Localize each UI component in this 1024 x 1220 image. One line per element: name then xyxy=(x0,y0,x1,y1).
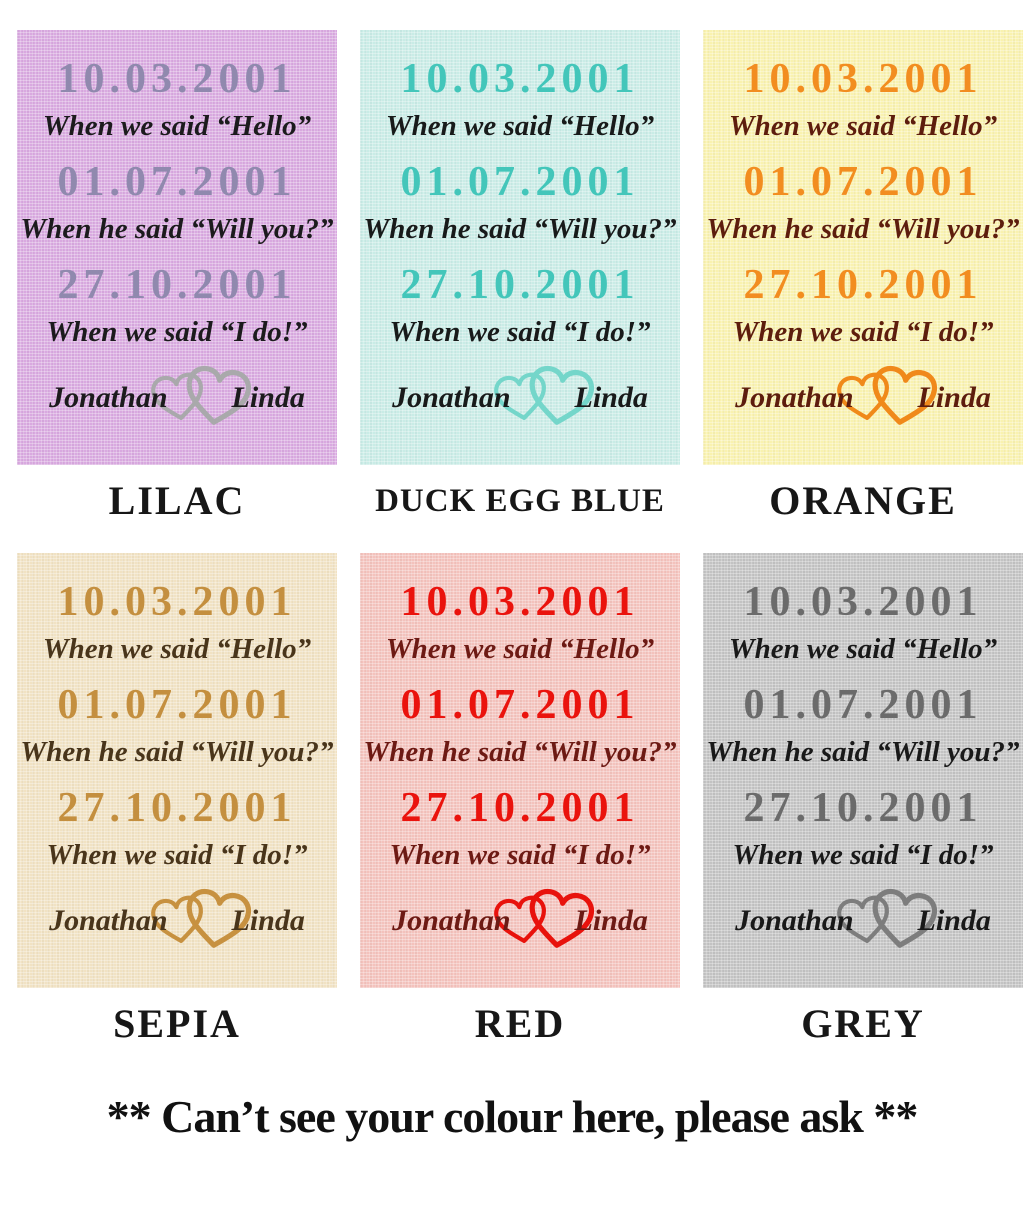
print-line xyxy=(17,680,337,774)
swatch-label: SEPIA xyxy=(113,1001,241,1046)
color-swatch-sepia xyxy=(17,553,337,1076)
print-preview xyxy=(17,553,337,988)
swatch-label: RED xyxy=(474,1001,566,1046)
print-line xyxy=(360,783,680,877)
color-swatch-duck-egg-blue xyxy=(360,30,680,553)
caption-text: When he said “Will you?” xyxy=(20,736,334,768)
bride-name: Linda xyxy=(231,381,305,414)
caption-text: When we said “Hello” xyxy=(385,633,655,665)
print-line xyxy=(17,260,337,354)
groom-name: Jonathan xyxy=(392,904,511,937)
print-preview xyxy=(360,30,680,465)
date-text: 10.03.2001 xyxy=(743,579,983,625)
caption-text: When we said “I do!” xyxy=(389,839,651,871)
caption-text: When we said “Hello” xyxy=(385,110,655,142)
print-preview xyxy=(360,553,680,988)
date-text: 27.10.2001 xyxy=(743,262,983,308)
swatch-label: ORANGE xyxy=(769,478,957,523)
date-text: 27.10.2001 xyxy=(743,785,983,831)
date-text: 27.10.2001 xyxy=(400,785,640,831)
caption-text: When he said “Will you?” xyxy=(363,213,677,245)
date-text: 10.03.2001 xyxy=(57,579,297,625)
print-line xyxy=(703,680,1023,774)
print-preview xyxy=(703,30,1023,465)
caption-text: When he said “Will you?” xyxy=(20,213,334,245)
bride-name: Linda xyxy=(231,904,305,937)
print-line xyxy=(360,260,680,354)
couple-names xyxy=(360,886,680,956)
print-line xyxy=(703,783,1023,877)
bride-name: Linda xyxy=(917,904,991,937)
caption-text: When he said “Will you?” xyxy=(706,213,1020,245)
color-swatch-orange xyxy=(703,30,1023,553)
date-text: 01.07.2001 xyxy=(57,159,297,205)
date-text: 01.07.2001 xyxy=(57,682,297,728)
print-line xyxy=(703,260,1023,354)
caption-text: When we said “Hello” xyxy=(42,110,312,142)
date-text: 10.03.2001 xyxy=(400,56,640,102)
print-line xyxy=(360,577,680,671)
print-line xyxy=(360,157,680,251)
bride-name: Linda xyxy=(917,381,991,414)
swatch-grid xyxy=(17,30,1023,1076)
caption-text: When we said “I do!” xyxy=(389,316,651,348)
caption-text: When we said “Hello” xyxy=(728,110,998,142)
couple-names xyxy=(360,363,680,433)
date-text: 27.10.2001 xyxy=(57,785,297,831)
caption-text: When we said “I do!” xyxy=(46,839,308,871)
footer-note: ** Can’t see your colour here, please ask ** xyxy=(106,1091,918,1142)
swatch-label: LILAC xyxy=(108,478,246,523)
print-line xyxy=(17,157,337,251)
caption-text: When we said “I do!” xyxy=(46,316,308,348)
groom-name: Jonathan xyxy=(49,904,168,937)
date-text: 10.03.2001 xyxy=(400,579,640,625)
print-line xyxy=(17,577,337,671)
date-text: 10.03.2001 xyxy=(743,56,983,102)
date-text: 01.07.2001 xyxy=(400,159,640,205)
swatch-label: DUCK EGG BLUE xyxy=(375,483,665,519)
groom-name: Jonathan xyxy=(735,381,854,414)
caption-text: When we said “I do!” xyxy=(732,839,994,871)
couple-names xyxy=(703,886,1023,956)
print-line xyxy=(703,577,1023,671)
bride-name: Linda xyxy=(574,904,648,937)
print-line xyxy=(703,157,1023,251)
caption-text: When he said “Will you?” xyxy=(363,736,677,768)
groom-name: Jonathan xyxy=(49,381,168,414)
couple-names xyxy=(17,886,337,956)
print-line xyxy=(17,54,337,148)
caption-text: When we said “Hello” xyxy=(42,633,312,665)
caption-text: When he said “Will you?” xyxy=(706,736,1020,768)
date-text: 01.07.2001 xyxy=(743,682,983,728)
color-swatch-lilac xyxy=(17,30,337,553)
date-text: 01.07.2001 xyxy=(400,682,640,728)
color-swatch-red xyxy=(360,553,680,1076)
print-preview xyxy=(703,553,1023,988)
date-text: 27.10.2001 xyxy=(57,262,297,308)
print-line xyxy=(17,783,337,877)
groom-name: Jonathan xyxy=(735,904,854,937)
caption-text: When we said “I do!” xyxy=(732,316,994,348)
couple-names xyxy=(17,363,337,433)
swatch-label: GREY xyxy=(801,1001,925,1046)
date-text: 01.07.2001 xyxy=(743,159,983,205)
caption-text: When we said “Hello” xyxy=(728,633,998,665)
bride-name: Linda xyxy=(574,381,648,414)
groom-name: Jonathan xyxy=(392,381,511,414)
print-line xyxy=(703,54,1023,148)
color-swatch-grey xyxy=(703,553,1023,1076)
date-text: 27.10.2001 xyxy=(400,262,640,308)
print-line xyxy=(360,680,680,774)
print-line xyxy=(360,54,680,148)
print-preview xyxy=(17,30,337,465)
date-text: 10.03.2001 xyxy=(57,56,297,102)
couple-names xyxy=(703,363,1023,433)
